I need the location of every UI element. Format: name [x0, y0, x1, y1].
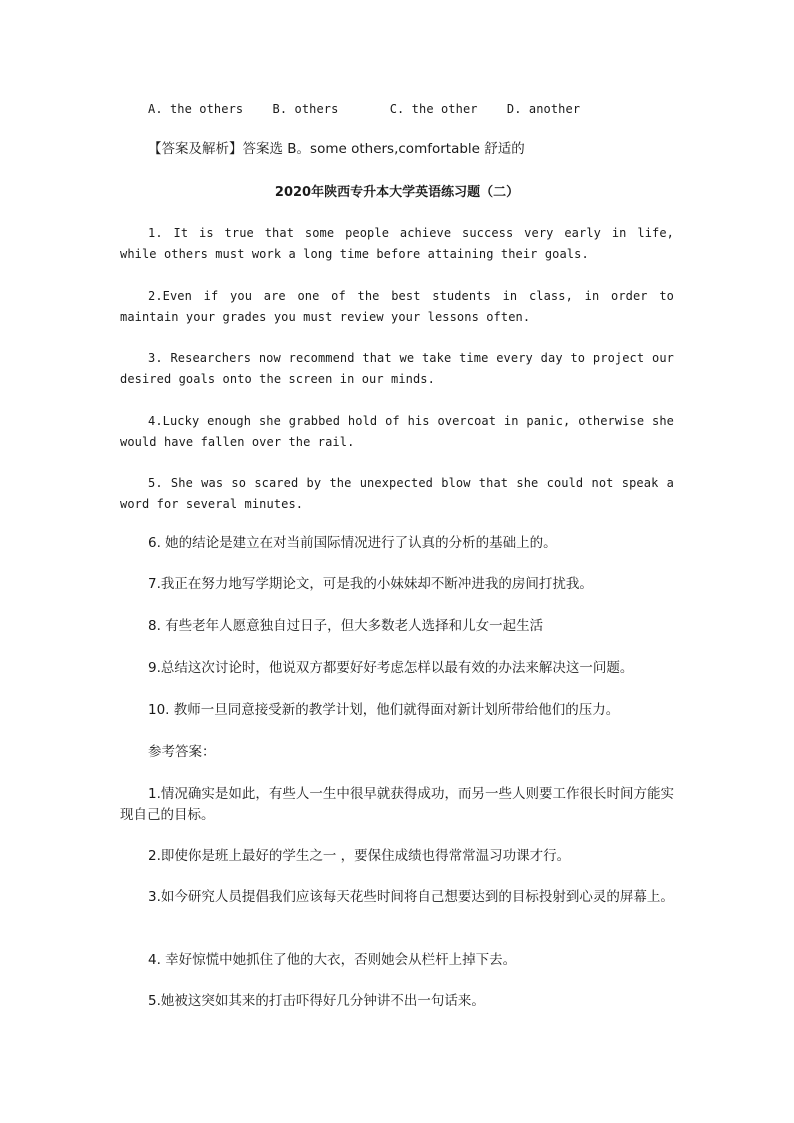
- answer-3: 3.如今研究人员提倡我们应该每天花些时间将自己想要达到的目标投射到心灵的屏幕上。: [148, 889, 674, 905]
- question-cn-6: 6. 她的结论是建立在对当前国际情况进行了认真的分析的基础上的。: [148, 535, 557, 551]
- question-cn-8: 8. 有些老年人愿意独自过日子，但大多数老人选择和儿女一起生活: [148, 618, 544, 634]
- answer-5: 5.她被这突如其来的打击吓得好几分钟讲不出一句话来。: [148, 993, 485, 1009]
- answer-4: 4. 幸好惊慌中她抓住了他的大衣，否则她会从栏杆上掉下去。: [148, 952, 517, 968]
- answer-options: A. the others B. others C. the other D. another: [148, 102, 581, 116]
- question-cn-7: 7.我正在努力地写学期论文，可是我的小妹妹却不断冲进我的房间打扰我。: [148, 576, 593, 592]
- section-title: 2020年陕西专升本大学英语练习题（二）: [274, 185, 520, 200]
- answer-1: 1.情况确实是如此，有些人一生中很早就获得成功，而另一些人则要工作很长时间方能实现自己的目标。: [120, 786, 674, 823]
- question-cn-9: 9.总结这次讨论时，他说双方都要好好考虑怎样以最有效的办法来解决这一问题。: [148, 660, 634, 676]
- question-en-3: 3. Researchers now recommend that we take time every day to project our desired goals onto the screen in our minds.: [120, 351, 674, 386]
- reference-heading: 参考答案：: [148, 744, 216, 760]
- question-en-1: 1. It is true that some people achieve success very early in life, while others must work a long time before attaining their goals.: [120, 226, 674, 261]
- question-en-5: 5. She was so scared by the unexpected blow that she could not speak a word for several minutes.: [120, 476, 674, 511]
- answer-2: 2.即使你是班上最好的学生之一 ，要保住成绩也得常常温习功课才行。: [148, 848, 571, 864]
- answer-explanation: 【答案及解析】答案选 B。some others,comfortable 舒适的: [148, 141, 525, 157]
- question-cn-10: 10. 教师一旦同意接受新的教学计划，他们就得面对新计划所带给他们的压力。: [148, 702, 620, 718]
- question-en-4: 4.Lucky enough she grabbed hold of his overcoat in panic, otherwise she would have fallen over the rail.: [120, 414, 674, 449]
- question-en-2: 2.Even if you are one of the best students in class, in order to maintain your grades you must review your lessons often.: [120, 289, 674, 324]
